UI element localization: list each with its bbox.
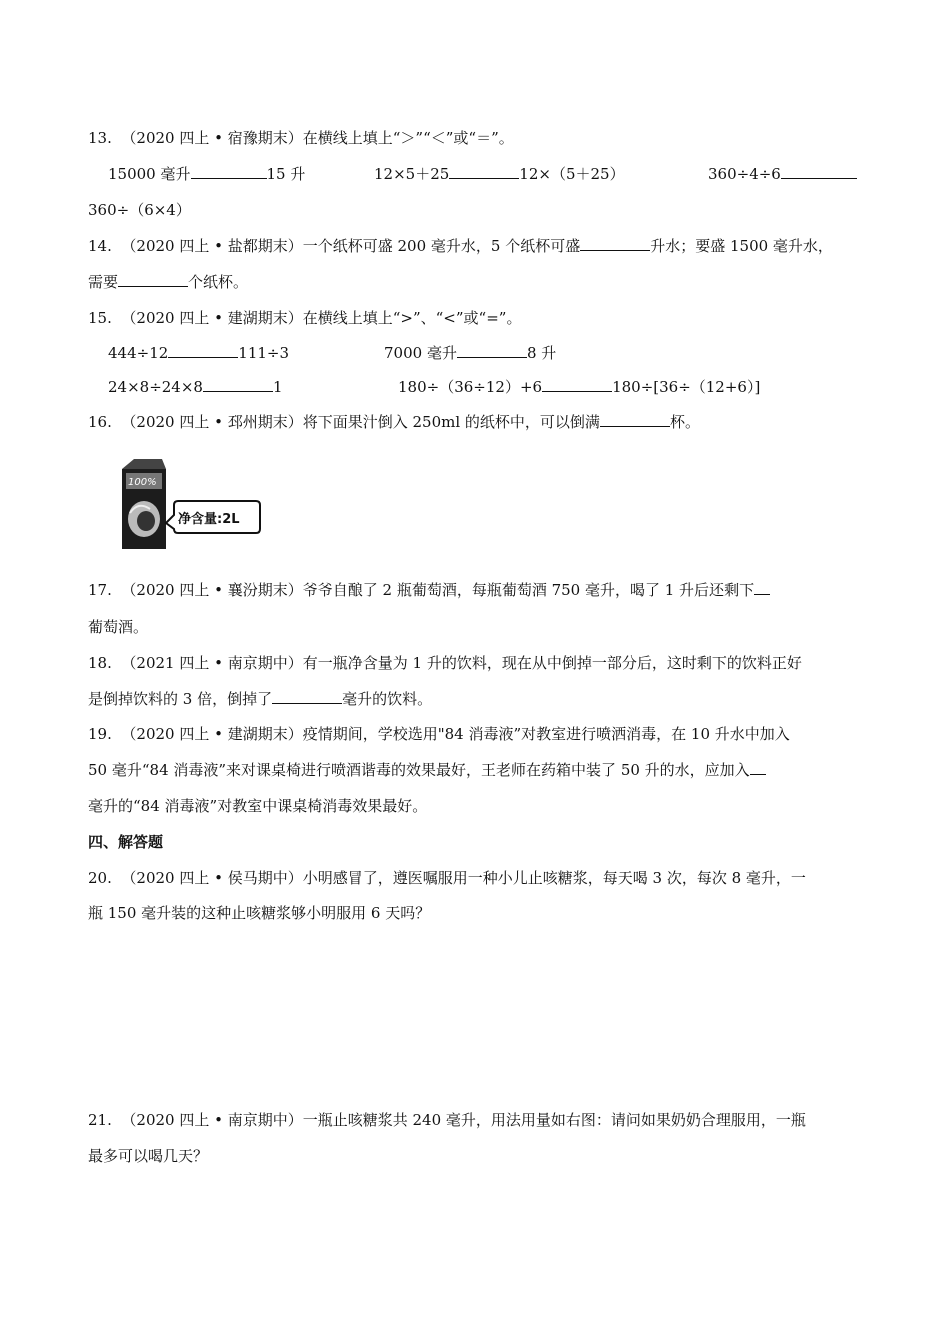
q21-line1: 21. （2020 四上 • 南京期中）一瓶止咳糖浆共 240 毫升，用法用量如右图：请问如果奶奶合理服用，一瓶	[88, 1111, 806, 1129]
answer-blank[interactable]	[600, 412, 670, 427]
q15-item-c: 24×8÷24×8 1	[108, 378, 283, 396]
q14-line2: 需要 个纸杯。	[88, 273, 249, 291]
answer-blank[interactable]	[754, 580, 770, 595]
q17-line2: 葡萄酒。	[88, 618, 149, 636]
q19-line1: 19. （2020 四上 • 建湖期末）疫情期间，学校选用"84 消毒液”对教室进行喷洒消毒，在 10 升水中加入	[88, 725, 790, 743]
q14-line1: 14. （2020 四上 • 盐都期末）一个纸杯可盛 200 毫升水，5 个纸杯可盛 升水；要盛 1500 毫升水，	[88, 237, 833, 255]
answer-blank[interactable]	[457, 343, 527, 358]
q15-item-d: 180÷（36÷12）+6 180÷[36÷（12+6）]	[398, 378, 761, 396]
answer-blank[interactable]	[750, 760, 766, 775]
q13-item-c-cont: 360÷（6×4）	[88, 201, 191, 219]
q20-line2: 瓶 150 毫升装的这种止咳糖浆够小明服用 6 天吗？	[88, 904, 431, 922]
answer-blank[interactable]	[203, 377, 273, 392]
carton-volume-label: 净含量:2L	[178, 512, 240, 527]
q21-line2: 最多可以喝几天？	[88, 1147, 209, 1165]
q18-line1: 18. （2021 四上 • 南京期中）有一瓶净含量为 1 升的饮料，现在从中倒掉一部分后，这时剩下的饮料正好	[88, 654, 802, 672]
q13-item-a: 15000 毫升 15 升	[108, 165, 306, 183]
q13-item-c: 360÷4÷6	[708, 164, 857, 184]
q13-item-b: 12×5＋25 12×（5＋25）	[374, 165, 625, 183]
q15-item-b: 7000 毫升 8 升	[384, 344, 557, 362]
q16-stem: 16. （2020 四上 • 邳州期末）将下面果汁倒入 250ml 的纸杯中，可以倒满 杯。	[88, 413, 700, 431]
q17-line1: 17. （2020 四上 • 襄汾期末）爷爷自酿了 2 瓶葡萄酒，每瓶葡萄酒 750 毫升，喝了 1 升后还剩下	[88, 580, 770, 600]
answer-blank[interactable]	[191, 164, 267, 179]
q20-line1: 20. （2020 四上 • 侯马期中）小明感冒了，遵医嘱服用一种小儿止咳糖浆，每天喝 3 次，每次 8 毫升，一	[88, 869, 806, 887]
q18-line2: 是倒掉饮料的 3 倍，倒掉了 毫升的饮料。	[88, 690, 433, 708]
answer-blank[interactable]	[449, 164, 519, 179]
q19-line2: 50 毫升“84 消毒液”来对课桌椅进行喷酒谐毒的效果最好，王老师在药箱中装了 50 升的水，应加入	[88, 760, 766, 780]
juice-carton-image	[116, 455, 266, 551]
q15-item-a: 444÷12 111÷3	[108, 344, 290, 362]
q15-stem: 15. （2020 四上 • 建湖期末）在横线上填上“>”、“<”或“=”。	[88, 309, 522, 327]
section-heading: 四、解答题	[88, 833, 164, 851]
q19-line3: 毫升的“84 消毒液”对教室中课桌椅消毒效果最好。	[88, 797, 428, 815]
answer-blank[interactable]	[168, 343, 238, 358]
answer-blank[interactable]	[580, 236, 650, 251]
answer-blank[interactable]	[542, 377, 612, 392]
answer-blank[interactable]	[272, 689, 342, 704]
carton-percent-label: 100%	[128, 477, 157, 488]
answer-blank[interactable]	[781, 164, 857, 179]
q13-stem: 13. （2020 四上 • 宿豫期末）在横线上填上“＞”“＜”或“＝”。	[88, 129, 514, 147]
answer-blank[interactable]	[118, 272, 188, 287]
